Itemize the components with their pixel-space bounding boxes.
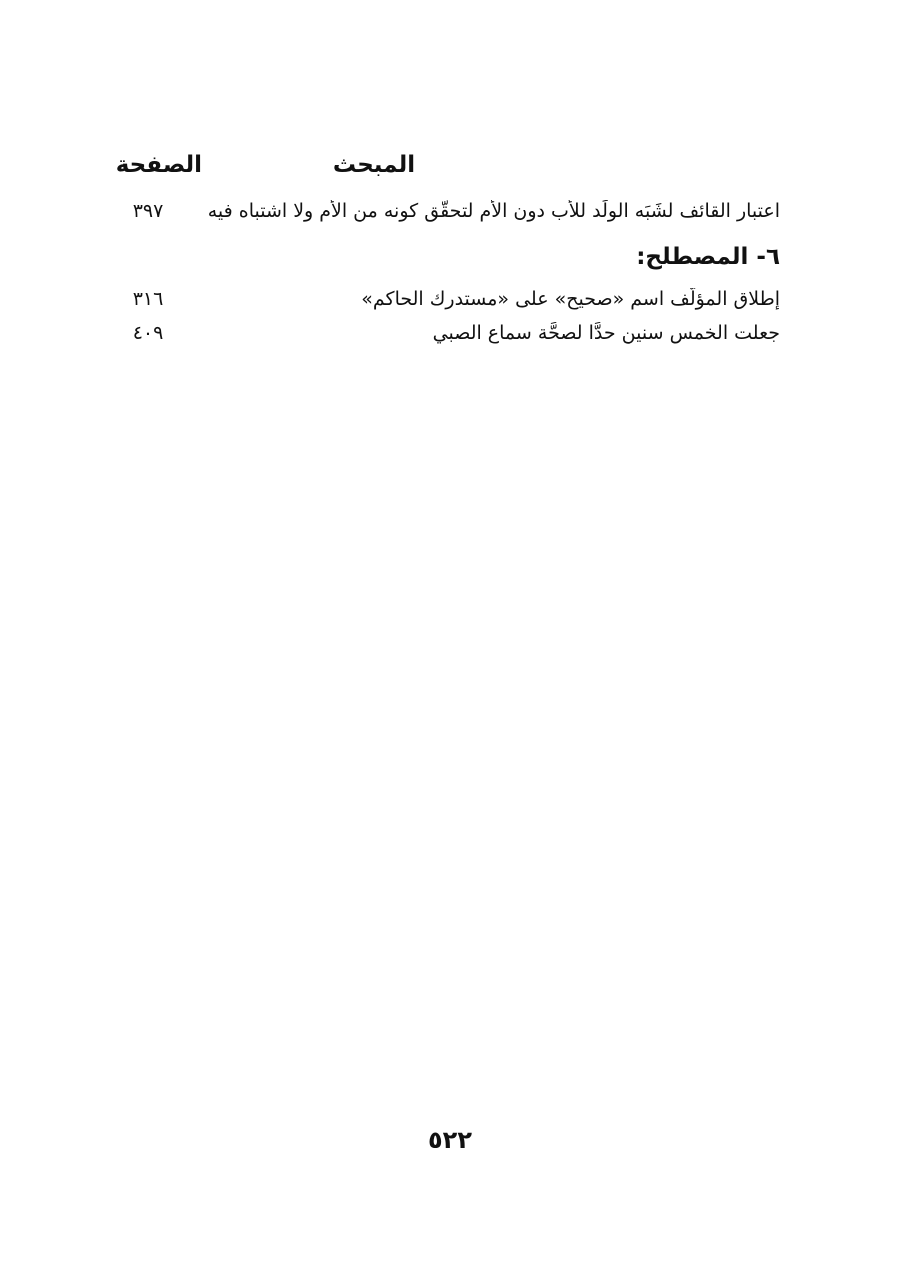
- entry-page-number: ٣٩٧: [132, 200, 164, 222]
- index-entry: [118, 200, 780, 236]
- page-column-header: الصفحة: [115, 152, 202, 178]
- index-entry: [118, 288, 780, 324]
- table-header: [115, 152, 780, 192]
- entry-page-number: ٤٠٩: [132, 322, 164, 344]
- index-entry: [118, 322, 780, 358]
- entry-topic: جعلت الخمس سنين حدًّا لصحَّة سماع الصبي: [432, 322, 780, 344]
- page-number: ٥٢٢: [428, 1126, 472, 1154]
- entry-page-number: ٣١٦: [132, 288, 164, 310]
- section-heading: ٦- المصطلح:: [636, 244, 780, 270]
- entry-topic: إطلاق المؤلّف اسم «صحيح» على «مستدرك الحاكم»: [361, 288, 780, 310]
- topic-column-header: المبحث: [332, 152, 416, 178]
- entry-topic: اعتبار القائف لشَبَه الولَد للأب دون الأم لتحقّق كونه من الأم ولا اشتباه فيه: [208, 200, 780, 222]
